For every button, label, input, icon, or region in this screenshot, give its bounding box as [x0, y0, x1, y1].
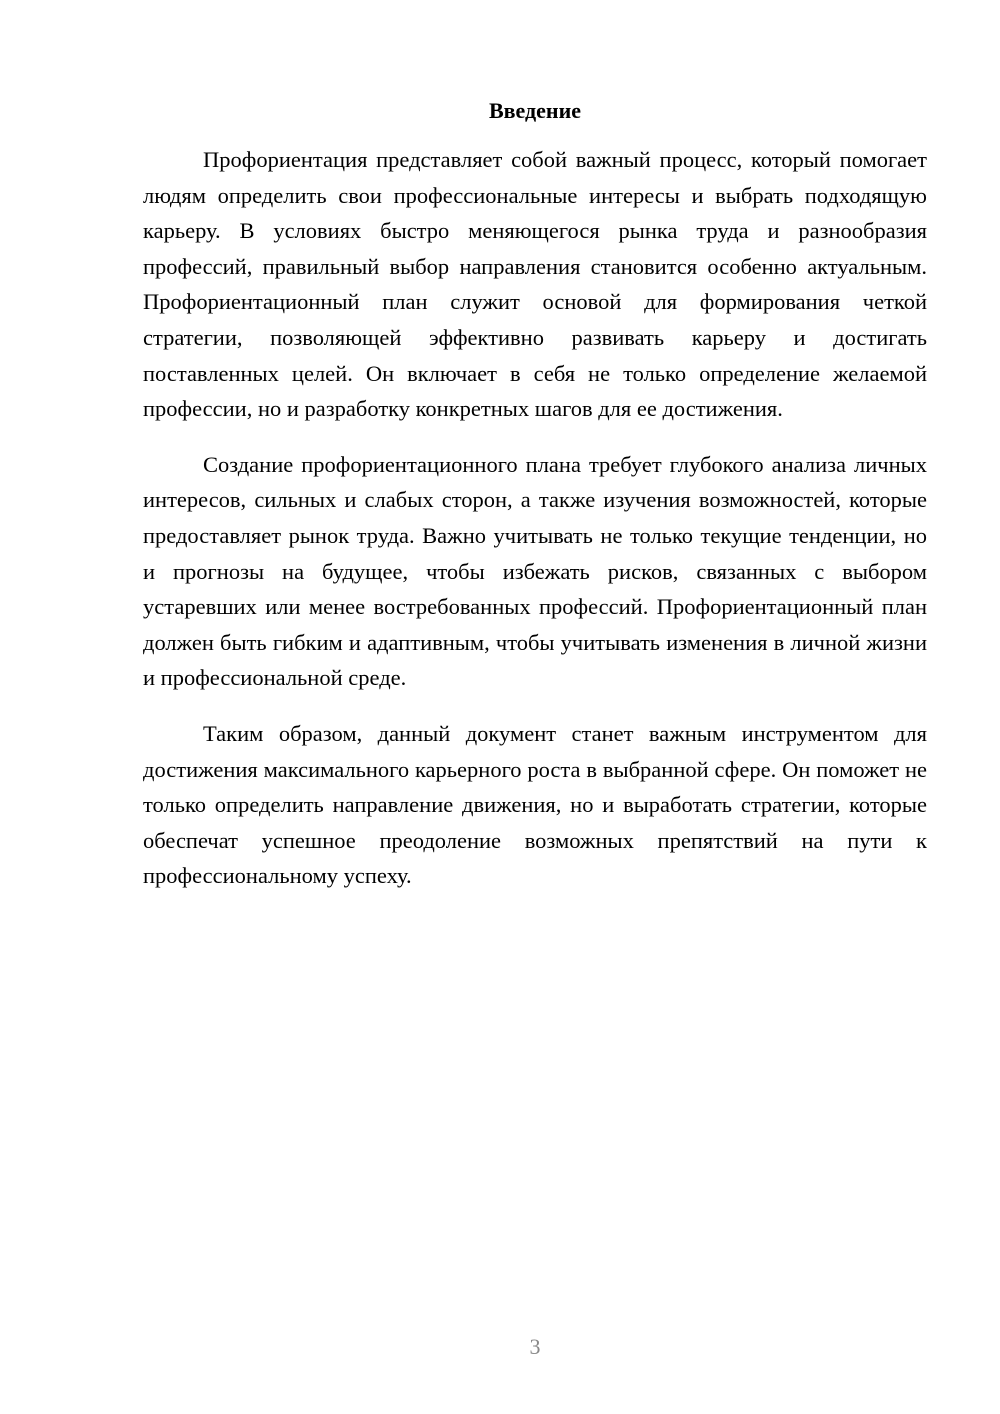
- paragraph-3: Таким образом, данный документ станет важным инструментом для достижения максимального карьерного роста в выбранной сфере. Он поможет не только определить направление движения, но и выработать стратегии, которые обеспечат успешное преодоление возможных препятствий на пути к профессиональному успеху.: [143, 720, 927, 889]
- body-text: [143, 142, 927, 914]
- section-heading: Введение: [488, 98, 582, 123]
- paragraph-2: Создание профориентационного плана требует глубокого анализа личных интересов, сильных и слабых сторон, а также изучения возможностей, которые предоставляет рынок труда. Важно учитывать не только текущие тенденции, но и прогнозы на будущее, чтобы избежать рисков, связанных с выбором устаревших или менее востребованных профессий. Профориентационный план должен быть гибким и адаптивным, чтобы учитывать изменения в личной жизни и профессиональной среде.: [143, 451, 927, 691]
- page-number: 3: [529, 1334, 541, 1359]
- paragraph-1: Профориентация представляет собой важный процесс, который помогает людям определить свои профессиональные интересы и выбрать подходящую карьеру. В условиях быстро меняющегося рынка труда и разнообразия профессий, правильный выбор направления становится особенно актуальным. Профориентационный план служит основой для формирования четкой стратегии, позволяющей эффективно развивать карьеру и достигать поставленных целей. Он включает в себя не только определение желаемой профессии, но и разработку конкретных шагов для ее достижения.: [143, 147, 927, 422]
